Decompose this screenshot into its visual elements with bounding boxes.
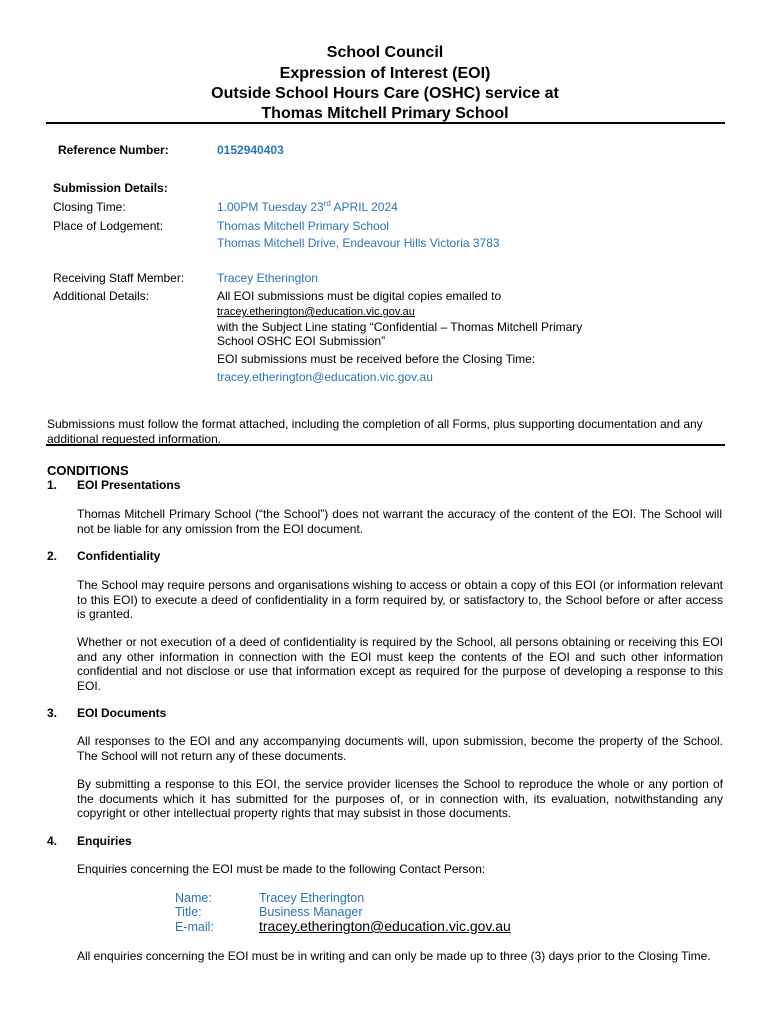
title-line-3: Outside School Hours Care (OSHC) service at [211,85,559,102]
section-4-title: Enquiries [77,834,132,848]
contact-title: Business Manager [259,905,363,919]
format-divider [46,444,725,446]
closing-time-label: Closing Time: [53,200,126,214]
title-line-4: Thomas Mitchell Primary School [261,105,509,122]
staff-label: Receiving Staff Member: [53,271,185,285]
section-3-title: EOI Documents [77,706,167,720]
additional-line-3: School OSHC EOI Submission” [217,334,386,348]
lodgement-line-2: Thomas Mitchell Drive, Endeavour Hills Victoria 3783 [217,236,500,250]
header-divider [46,122,725,124]
contact-name: Tracey Etherington [259,891,365,905]
contact-title-label: Title: [175,905,202,919]
reference-value: 0152940403 [217,143,284,157]
section-3-number: 3. [47,706,58,720]
additional-email-2[interactable]: tracey.etherington@education.vic.gov.au [217,370,433,384]
conditions-heading: CONDITIONS [47,463,129,478]
additional-line-4: EOI submissions must be received before the Closing Time: [217,352,536,366]
closing-time-value: 1.00PM Tuesday 23rd APRIL 2024 [217,199,398,214]
format-note: Submissions must follow the format attached, including the completion of all Forms, plus supporting documentation and any additional requested information. [47,417,703,446]
section-3-para-1: All responses to the EOI and any accompanying documents will, upon submission, become the property of the School. The School will not return any of these documents. [77,734,723,763]
staff-value: Tracey Etherington [217,271,318,285]
lodgement-line-1: Thomas Mitchell Primary School [217,219,390,233]
title-line-1: School Council [326,44,444,61]
section-2-number: 2. [47,549,58,563]
section-2-para-1: The School may require persons and organisations wishing to access or obtain a copy of this EOI (or information relevant to this EOI) to execute a deed of confidentiality in a form required by, or satisfactory to, the School before or after access is granted. [77,578,723,621]
section-1-para-1: Thomas Mitchell Primary School (“the School”) does not warrant the accuracy of the content of the EOI. The School will not be liable for any omission from the EOI document. [77,507,722,536]
contact-name-label: Name: [175,891,212,905]
lodgement-label: Place of Lodgement: [53,219,164,233]
reference-label: Reference Number: [58,143,169,157]
title-line-2: Expression of Interest (EOI) [279,65,491,82]
contact-email-link[interactable]: tracey.etherington@education.vic.gov.au [259,918,511,934]
section-4-para-1: Enquiries concerning the EOI must be made to the following Contact Person: [77,862,486,876]
section-1-title: EOI Presentations [77,478,181,492]
section-2-title: Confidentiality [77,549,161,563]
additional-line-2: with the Subject Line stating “Confidential – Thomas Mitchell Primary [217,320,583,334]
section-1-number: 1. [47,478,58,492]
additional-line-1: All EOI submissions must be digital copies emailed to [217,289,502,303]
additional-email-link[interactable]: tracey.etherington@education.vic.gov.au [217,306,415,318]
section-4-para-2: All enquiries concerning the EOI must be in writing and can only be made up to three (3) days prior to the Closing Time. [77,949,711,963]
section-2-para-2: Whether or not execution of a deed of confidentiality is required by the School, all persons obtaining or receiving this EOI and any other information in connection with the EOI must keep the contents of the EOI and such other information confidential and not disclose or use that information except as required for the purpose of developing a response to this EOI. [77,635,723,693]
section-3-para-2: By submitting a response to this EOI, the service provider licenses the School to reproduce the whole or any portion of the documents which it has submitted for the purposes of, or in connection with, its evaluation, notwithstanding any copyright or other intellectual property rights that may subsist in those documents. [77,777,723,820]
additional-label: Additional Details: [53,289,150,303]
submission-heading: Submission Details: [53,181,168,195]
contact-email-label: E-mail: [175,920,214,934]
section-4-number: 4. [47,834,58,848]
